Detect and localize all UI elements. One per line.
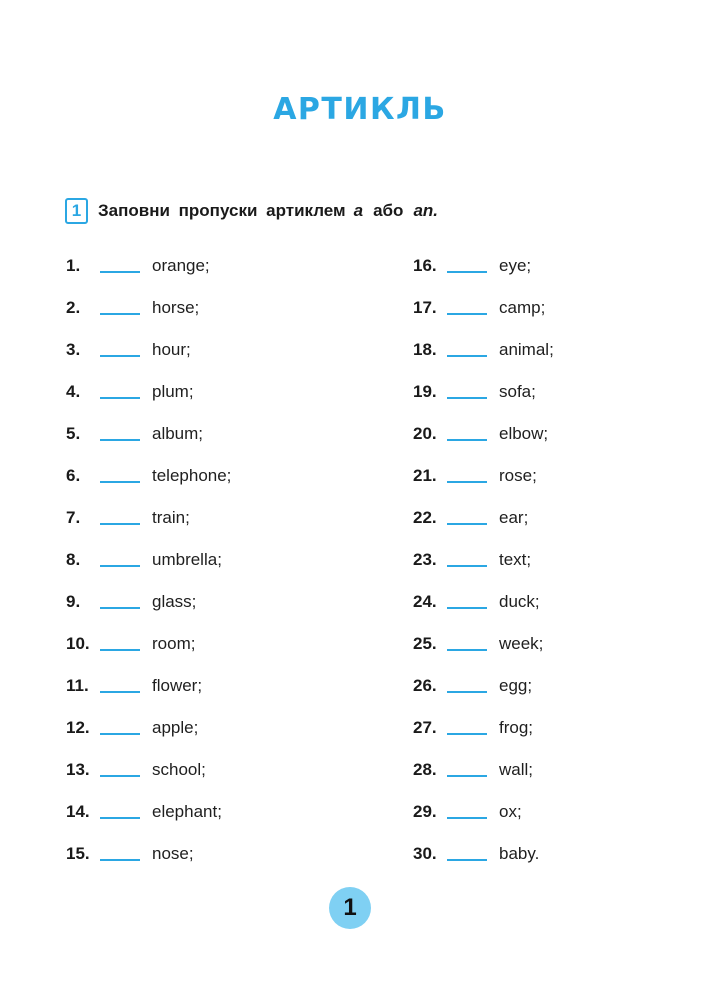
- article-blank[interactable]: [100, 691, 140, 693]
- item-word: apple;: [152, 718, 199, 737]
- exercise-item: [413, 413, 713, 455]
- exercise-item: [413, 329, 713, 371]
- item-word: eye;: [499, 256, 532, 275]
- item-number: 17.: [413, 298, 437, 317]
- exercise-item: [413, 665, 713, 707]
- item-number: 19.: [413, 382, 437, 401]
- item-number: 26.: [413, 676, 437, 695]
- article-blank[interactable]: [447, 439, 487, 441]
- task-number-badge: 1: [65, 198, 88, 224]
- article-blank[interactable]: [447, 271, 487, 273]
- instruction-connector: або: [373, 201, 404, 220]
- item-number: 6.: [66, 466, 81, 485]
- item-number: 4.: [66, 382, 81, 401]
- instruction-option-b: an.: [413, 201, 438, 220]
- item-word: egg;: [499, 676, 533, 695]
- item-number: 18.: [413, 340, 437, 359]
- item-word: orange;: [152, 256, 210, 275]
- item-number: 20.: [413, 424, 437, 443]
- item-word: elbow;: [499, 424, 549, 443]
- article-blank[interactable]: [100, 775, 140, 777]
- exercise-item: [66, 245, 366, 287]
- article-blank[interactable]: [100, 607, 140, 609]
- exercise-item: [66, 623, 366, 665]
- item-number: 28.: [413, 760, 437, 779]
- exercise-item: [413, 623, 713, 665]
- item-number: 27.: [413, 718, 437, 737]
- article-blank[interactable]: [447, 481, 487, 483]
- exercise-item: [413, 581, 713, 623]
- exercise-item: [66, 581, 366, 623]
- article-blank[interactable]: [447, 565, 487, 567]
- item-number: 10.: [66, 634, 90, 653]
- item-word: animal;: [499, 340, 554, 359]
- article-blank[interactable]: [100, 859, 140, 861]
- article-blank[interactable]: [447, 355, 487, 357]
- item-number: 9.: [66, 592, 81, 611]
- exercise-item: [413, 749, 713, 791]
- article-blank[interactable]: [100, 271, 140, 273]
- article-blank[interactable]: [100, 355, 140, 357]
- exercise-item: [413, 287, 713, 329]
- item-number: 15.: [66, 844, 90, 863]
- exercise-item: [66, 413, 366, 455]
- item-word: ox;: [499, 802, 522, 821]
- item-number: 23.: [413, 550, 437, 569]
- item-number: 11.: [66, 676, 89, 695]
- item-number: 13.: [66, 760, 90, 779]
- item-word: school;: [152, 760, 206, 779]
- exercise-item: [66, 371, 366, 413]
- item-word: umbrella;: [152, 550, 222, 569]
- article-blank[interactable]: [447, 859, 487, 861]
- item-word: room;: [152, 634, 196, 653]
- item-number: 7.: [66, 508, 81, 527]
- item-word: rose;: [499, 466, 537, 485]
- article-blank[interactable]: [447, 649, 487, 651]
- article-blank[interactable]: [447, 817, 487, 819]
- article-blank[interactable]: [447, 523, 487, 525]
- instruction-option-a: a: [353, 201, 364, 220]
- article-blank[interactable]: [447, 733, 487, 735]
- item-word: camp;: [499, 298, 546, 317]
- page-number: 1: [329, 887, 371, 929]
- item-number: 3.: [66, 340, 81, 359]
- exercise-item: [413, 371, 713, 413]
- exercise-item: [66, 329, 366, 371]
- article-blank[interactable]: [100, 313, 140, 315]
- item-number: 1.: [66, 256, 81, 275]
- exercise-item: [66, 749, 366, 791]
- item-number: 5.: [66, 424, 81, 443]
- item-number: 24.: [413, 592, 437, 611]
- exercise-item: [413, 497, 713, 539]
- instruction-text: Заповни пропуски артиклем: [98, 201, 346, 220]
- exercise-item: [66, 707, 366, 749]
- item-word: plum;: [152, 382, 194, 401]
- item-word: flower;: [152, 676, 203, 695]
- item-number: 25.: [413, 634, 437, 653]
- item-number: 22.: [413, 508, 437, 527]
- item-word: wall;: [499, 760, 534, 779]
- article-blank[interactable]: [100, 649, 140, 651]
- exercise-item: [413, 539, 713, 581]
- article-blank[interactable]: [100, 565, 140, 567]
- task-instruction: [65, 198, 446, 224]
- article-blank[interactable]: [100, 817, 140, 819]
- item-word: album;: [152, 424, 204, 443]
- article-blank[interactable]: [100, 523, 140, 525]
- item-word: telephone;: [152, 466, 232, 485]
- exercise-item: [413, 707, 713, 749]
- exercise-item: [66, 665, 366, 707]
- item-word: elephant;: [152, 802, 222, 821]
- exercise-column-left: [66, 245, 366, 875]
- item-number: 21.: [413, 466, 437, 485]
- article-blank[interactable]: [100, 733, 140, 735]
- exercise-item: [66, 287, 366, 329]
- exercise-item: [413, 455, 713, 497]
- item-number: 29.: [413, 802, 437, 821]
- item-word: text;: [499, 550, 532, 569]
- item-word: nose;: [152, 844, 194, 863]
- exercise-item: [413, 833, 713, 875]
- article-blank[interactable]: [100, 397, 140, 399]
- article-blank[interactable]: [447, 397, 487, 399]
- article-blank[interactable]: [447, 607, 487, 609]
- item-word: frog;: [499, 718, 534, 737]
- item-word: sofa;: [499, 382, 536, 401]
- article-blank[interactable]: [447, 313, 487, 315]
- article-blank[interactable]: [100, 439, 140, 441]
- item-number: 8.: [66, 550, 81, 569]
- exercise-column-right: [413, 245, 713, 875]
- exercise-item: [66, 539, 366, 581]
- article-blank[interactable]: [447, 691, 487, 693]
- item-word: week;: [499, 634, 544, 653]
- item-word: ear;: [499, 508, 529, 527]
- page-title: АРТИКЛЬ: [273, 92, 447, 127]
- item-word: hour;: [152, 340, 191, 359]
- item-number: 12.: [66, 718, 90, 737]
- item-word: duck;: [499, 592, 540, 611]
- exercise-item: [66, 833, 366, 875]
- article-blank[interactable]: [447, 775, 487, 777]
- item-word: baby.: [499, 844, 540, 863]
- item-number: 2.: [66, 298, 81, 317]
- item-number: 16.: [413, 256, 437, 275]
- item-number: 30.: [413, 844, 437, 863]
- exercise-item: [413, 791, 713, 833]
- item-word: horse;: [152, 298, 200, 317]
- exercise-item: [66, 455, 366, 497]
- item-word: glass;: [152, 592, 197, 611]
- exercise-item: [66, 497, 366, 539]
- exercise-item: [413, 245, 713, 287]
- item-word: train;: [152, 508, 190, 527]
- article-blank[interactable]: [100, 481, 140, 483]
- exercise-item: [66, 791, 366, 833]
- item-number: 14.: [66, 802, 90, 821]
